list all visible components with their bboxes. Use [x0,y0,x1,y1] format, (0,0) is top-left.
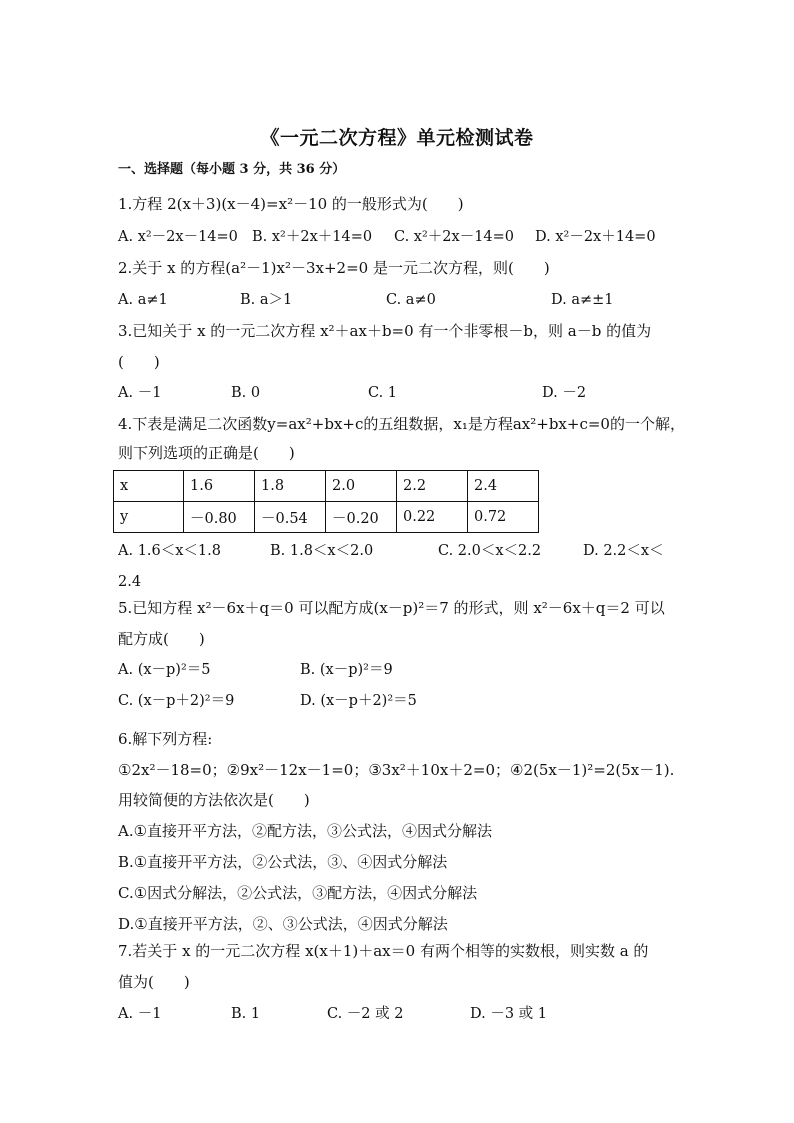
table-cell: 2.0 [326,471,397,502]
table-cell: 0.72 [468,502,539,533]
table-cell: 0.22 [397,502,468,533]
question-7-option-c: C. －2 或 2 [327,1006,404,1022]
question-7-option-d: D. －3 或 1 [470,1006,547,1022]
question-6-stem-line-2: ①2x²－18=0；②9x²－12x－1=0；③3x²＋10x＋2=0；④2(5x－1)²=2(5x－1). [118,761,675,779]
question-5-option-d: D. (x－p＋2)²＝5 [300,693,417,709]
question-6-option-c: C.①因式分解法，②公式法，③配方法，④因式分解法 [118,884,478,902]
question-4-option-c: C. 2.0＜x＜2.2 [438,543,542,559]
question-3-option-a: A. －1 [118,385,162,401]
question-2-option-d: D. a≠±1 [551,292,614,308]
question-6-option-b: B.①直接开平方法，②公式法，③、④因式分解法 [118,853,448,871]
question-5-stem-line-2: 配方成( ) [118,630,205,648]
table-cell: 1.6 [184,471,255,502]
question-2-option-b: B. a＞1 [240,292,293,308]
question-5-stem-line-1: 5.已知方程 x²－6x＋q＝0 可以配方成(x－p)²＝7 的形式，则 x²－6x＋q＝2 可以 [118,599,665,617]
question-3-option-c: C. 1 [368,385,398,401]
question-7-option-b: B. 1 [231,1006,261,1022]
question-2-option-c: C. a≠0 [386,292,436,308]
question-1-option-d: D. x²－2x＋14=0 [535,229,656,245]
question-5-option-a: A. (x－p)²＝5 [118,662,211,678]
question-7-stem-line-1: 7.若关于 x 的一元二次方程 x(x＋1)＋ax＝0 有两个相等的实数根，则实数 a 的 [118,942,649,960]
question-7-stem-line-2: 值为( ) [118,973,190,991]
question-1-option-a: A. x²－2x－14=0 [118,229,238,245]
question-4-option-b: B. 1.8＜x＜2.0 [270,543,374,559]
question-1-stem: 1.方程 2(x＋3)(x－4)=x²－10 的一般形式为( ) [118,195,464,213]
question-5-option-c: C. (x－p＋2)²＝9 [118,693,235,709]
page-title: 《一元二次方程》单元检测试卷 [260,127,534,149]
table-cell: 2.4 [468,471,539,502]
question-4-option-a: A. 1.6＜x＜1.8 [118,543,221,559]
question-5-option-b: B. (x－p)²＝9 [300,662,393,678]
question-6-stem-line-1: 6.解下列方程: [118,730,213,748]
data-table [113,470,539,533]
question-6-stem-line-3: 用较简便的方法依次是( ) [118,791,310,809]
table-cell: 1.8 [255,471,326,502]
question-6-option-a: A.①直接开平方法，②配方法，③公式法，④因式分解法 [118,822,493,840]
question-6-option-d: D.①直接开平方法，②、③公式法，④因式分解法 [118,915,448,933]
question-3-option-d: D. －2 [542,385,587,401]
table-row [114,471,539,502]
table-cell: －0.80 [184,502,255,533]
table-cell: －0.54 [255,502,326,533]
question-4-option-d: D. 2.2＜x＜ [583,543,664,559]
table-row [114,502,539,533]
question-1-option-b: B. x²＋2x＋14=0 [252,229,373,245]
table-cell: y [114,502,184,533]
table-cell: x [114,471,184,502]
question-4-option-d-continued: 2.4 [118,574,142,590]
question-3-stem-line-2: ( ) [118,353,160,371]
section-heading: 一、选择题（每小题 3 分，共 36 分） [118,162,346,177]
table-cell: 2.2 [397,471,468,502]
question-3-option-b: B. 0 [231,385,261,401]
question-4-stem-line-1: 4.下表是满足二次函数y=ax²+bx+c的五组数据，x₁是方程ax²+bx+c=0的一个解， [118,415,685,433]
question-1-option-c: C. x²＋2x－14=0 [394,229,515,245]
question-7-option-a: A. －1 [118,1006,162,1022]
table-cell: －0.20 [326,502,397,533]
question-3-stem-line-1: 3.已知关于 x 的一元二次方程 x²＋ax＋b=0 有一个非零根－b，则 a－b 的值为 [118,322,652,340]
question-2-stem: 2.关于 x 的方程(a²－1)x²－3x+2=0 是一元二次方程，则( ) [118,259,550,277]
question-2-option-a: A. a≠1 [118,292,168,308]
question-4-stem-line-2: 则下列选项的正确是( ) [118,444,295,462]
